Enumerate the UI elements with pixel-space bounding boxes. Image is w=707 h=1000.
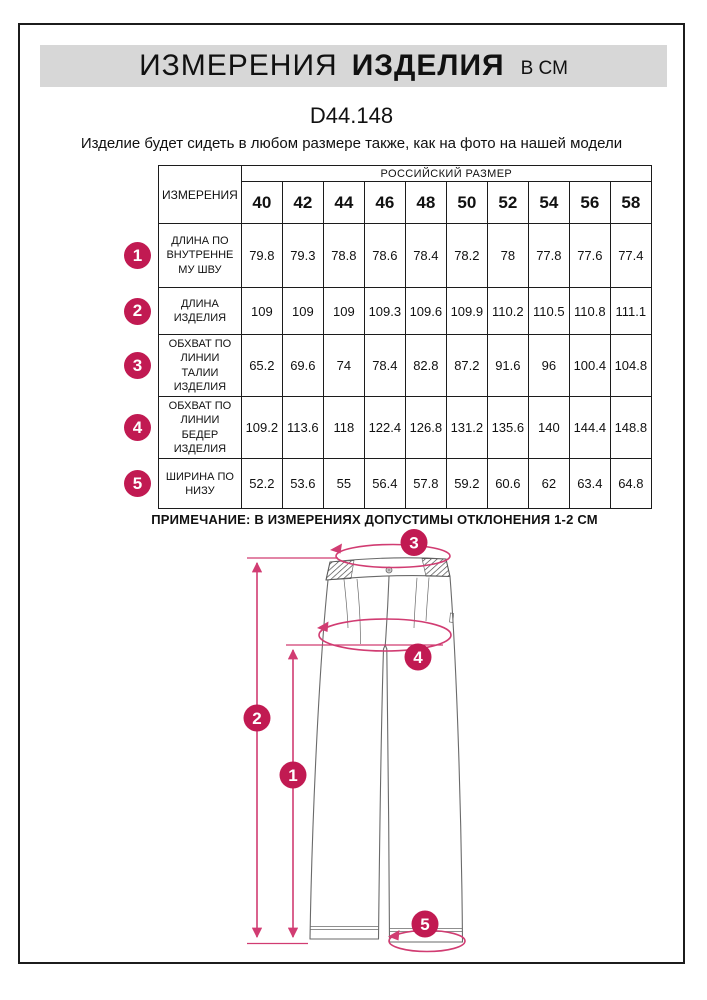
measurement-value-cell: 56.4 bbox=[364, 459, 405, 509]
measurement-value-cell: 91.6 bbox=[487, 335, 528, 397]
size-table bbox=[158, 165, 652, 509]
measurement-value-cell: 109.6 bbox=[405, 288, 446, 335]
measurement-value-cell: 148.8 bbox=[610, 397, 651, 459]
row-marker-badge: 4 bbox=[124, 414, 151, 441]
measurement-value-cell: 65.2 bbox=[241, 335, 282, 397]
row-marker-badge: 1 bbox=[124, 242, 151, 269]
measurement-value-cell: 113.6 bbox=[282, 397, 323, 459]
measurement-value-cell: 144.4 bbox=[569, 397, 610, 459]
measurement-value-cell: 55 bbox=[323, 459, 364, 509]
measurement-row-label: ДЛИНА ИЗДЕЛИЯ bbox=[159, 288, 242, 335]
measurement-value-cell: 109.3 bbox=[364, 288, 405, 335]
measurements-column-header: ИЗМЕРЕНИЯ bbox=[159, 166, 242, 224]
size-column-header: 48 bbox=[405, 182, 446, 224]
measurement-table-area bbox=[120, 165, 660, 505]
russian-size-group-header: РОССИЙСКИЙ РАЗМЕР bbox=[241, 166, 651, 182]
measurement-value-cell: 78.4 bbox=[405, 224, 446, 288]
measurement-value-cell: 111.1 bbox=[610, 288, 651, 335]
size-column-header: 46 bbox=[364, 182, 405, 224]
row-marker-badge: 5 bbox=[124, 470, 151, 497]
measurement-value-cell: 78.4 bbox=[364, 335, 405, 397]
measurement-value-cell: 109 bbox=[241, 288, 282, 335]
measurement-value-cell: 118 bbox=[323, 397, 364, 459]
table-row bbox=[159, 335, 652, 397]
measurement-value-cell: 77.6 bbox=[569, 224, 610, 288]
measurement-row-label: ОБХВАТ ПО ЛИНИИ БЕДЕР ИЗДЕЛИЯ bbox=[159, 397, 242, 459]
measurement-value-cell: 79.3 bbox=[282, 224, 323, 288]
article-number: D44.148 bbox=[309, 103, 394, 128]
measurement-value-cell: 109 bbox=[282, 288, 323, 335]
pants-technical-drawing bbox=[220, 528, 500, 960]
svg-text:5: 5 bbox=[420, 915, 430, 935]
table-row bbox=[159, 397, 652, 459]
measurement-value-cell: 110.5 bbox=[528, 288, 569, 335]
measurement-value-cell: 109.2 bbox=[241, 397, 282, 459]
svg-text:1: 1 bbox=[288, 766, 298, 786]
title-word-measurements: ИЗМЕРЕНИЯ bbox=[139, 49, 338, 82]
measurement-value-cell: 74 bbox=[323, 335, 364, 397]
measurement-value-cell: 140 bbox=[528, 397, 569, 459]
diagram-markers bbox=[244, 529, 439, 938]
measurement-value-cell: 57.8 bbox=[405, 459, 446, 509]
measurement-value-cell: 82.8 bbox=[405, 335, 446, 397]
svg-text:2: 2 bbox=[252, 709, 262, 729]
measurement-row-label: ОБХВАТ ПО ЛИНИИ ТАЛИИ ИЗДЕЛИЯ bbox=[159, 335, 242, 397]
fit-note: Изделие будет сидеть в любом размере также, как на фото на нашей модели bbox=[80, 135, 623, 152]
title-unit: В СМ bbox=[520, 58, 568, 79]
measurement-value-cell: 135.6 bbox=[487, 397, 528, 459]
spec-sheet-page bbox=[18, 23, 685, 964]
svg-text:3: 3 bbox=[409, 533, 419, 553]
svg-text:4: 4 bbox=[413, 648, 423, 668]
size-column-header: 52 bbox=[487, 182, 528, 224]
table-row bbox=[159, 224, 652, 288]
size-column-header: 42 bbox=[282, 182, 323, 224]
elastic-right bbox=[422, 559, 450, 577]
page-title bbox=[40, 45, 667, 87]
measurement-value-cell: 79.8 bbox=[241, 224, 282, 288]
tolerance-note: ПРИМЕЧАНИЕ: В ИЗМЕРЕНИЯХ ДОПУСТИМЫ ОТКЛОНЕНИЯ 1-2 СМ bbox=[151, 512, 598, 527]
measurement-value-cell: 77.4 bbox=[610, 224, 651, 288]
measurement-value-cell: 53.6 bbox=[282, 459, 323, 509]
title-word-product: ИЗДЕЛИЯ bbox=[351, 49, 505, 82]
size-column-header: 50 bbox=[446, 182, 487, 224]
measurement-value-cell: 69.6 bbox=[282, 335, 323, 397]
measurement-value-cell: 87.2 bbox=[446, 335, 487, 397]
measurement-value-cell: 100.4 bbox=[569, 335, 610, 397]
measurement-value-cell: 110.8 bbox=[569, 288, 610, 335]
size-column-header: 44 bbox=[323, 182, 364, 224]
measurement-row-label: ДЛИНА ПО ВНУТРЕННЕМУ ШВУ bbox=[159, 224, 242, 288]
measurement-overlays bbox=[247, 544, 465, 952]
measurement-value-cell: 78.8 bbox=[323, 224, 364, 288]
measurement-value-cell: 52.2 bbox=[241, 459, 282, 509]
measurement-value-cell: 122.4 bbox=[364, 397, 405, 459]
measurement-value-cell: 109.9 bbox=[446, 288, 487, 335]
measurement-value-cell: 63.4 bbox=[569, 459, 610, 509]
row-marker-badge: 2 bbox=[124, 298, 151, 325]
size-column-header: 54 bbox=[528, 182, 569, 224]
measurement-value-cell: 110.2 bbox=[487, 288, 528, 335]
pants-outline bbox=[310, 558, 463, 942]
size-column-header: 56 bbox=[569, 182, 610, 224]
measurement-value-cell: 59.2 bbox=[446, 459, 487, 509]
measurement-value-cell: 62 bbox=[528, 459, 569, 509]
measurement-value-cell: 78.6 bbox=[364, 224, 405, 288]
measurement-value-cell: 96 bbox=[528, 335, 569, 397]
measurement-value-cell: 126.8 bbox=[405, 397, 446, 459]
measurement-value-cell: 77.8 bbox=[528, 224, 569, 288]
measurement-row-label: ШИРИНА ПО НИЗУ bbox=[159, 459, 242, 509]
measurement-value-cell: 131.2 bbox=[446, 397, 487, 459]
table-row bbox=[159, 288, 652, 335]
measurement-value-cell: 78 bbox=[487, 224, 528, 288]
measurement-value-cell: 60.6 bbox=[487, 459, 528, 509]
table-row bbox=[159, 459, 652, 509]
size-column-header: 40 bbox=[241, 182, 282, 224]
measurement-value-cell: 64.8 bbox=[610, 459, 651, 509]
row-marker-badge: 3 bbox=[124, 352, 151, 379]
measurement-value-cell: 104.8 bbox=[610, 335, 651, 397]
measurement-value-cell: 78.2 bbox=[446, 224, 487, 288]
measurement-value-cell: 109 bbox=[323, 288, 364, 335]
waist-girth-ellipse bbox=[336, 545, 450, 568]
size-column-header: 58 bbox=[610, 182, 651, 224]
